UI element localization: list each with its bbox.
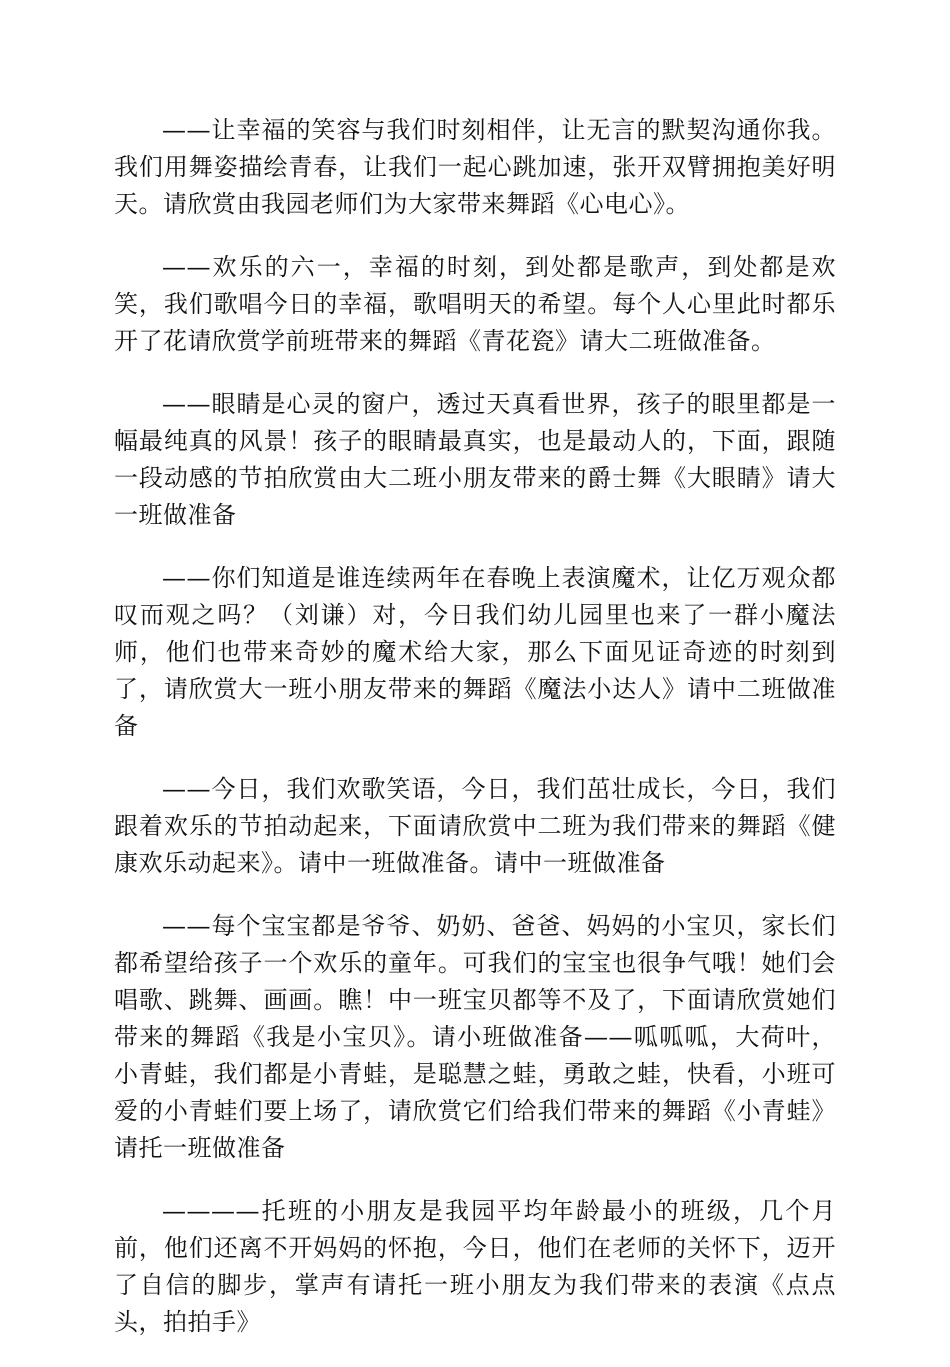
paragraph-5: ——今日，我们欢歌笑语，今日，我们茁壮成长，今日，我们跟着欢乐的节拍动起来，下面请欣赏中二班为我们带来的舞蹈《健康欢乐动起来》。请中一班做准备。请中一班做准备 — [114, 775, 836, 877]
paragraph-6: ——每个宝宝都是爷爷、奶奶、爸爸、妈妈的小宝贝，家长们都希望给孩子一个欢乐的童年。可我们的宝宝也很争气哦！她们会唱歌、跳舞、画画。瞧！中一班宝贝都等不及了，下面请欣赏她们带来的舞蹈《我是小宝贝》。请小班做准备——呱呱呱，大荷叶，小青蛙，我们都是小青蛙，是聪慧之蛙，勇敢之蛙，快看，小班可爱的小青蛙们要上场了，请欣赏它们给我们带来的舞蹈《小青蛙》请托一班做准备 — [114, 912, 836, 1162]
paragraph-2: ——欢乐的六一，幸福的时刻，到处都是歌声，到处都是欢笑，我们歌唱今日的幸福，歌唱明天的希望。每个人心里此时都乐开了花请欣赏学前班带来的舞蹈《青花瓷》请大二班做准备。 — [114, 253, 836, 355]
paragraph-1: ——让幸福的笑容与我们时刻相伴，让无言的默契沟通你我。我们用舞姿描绘青春，让我们一起心跳加速，张开双臂拥抱美好明天。请欣赏由我园老师们为大家带来舞蹈《心电心》。 — [114, 116, 836, 218]
paragraph-4: ——你们知道是谁连续两年在春晚上表演魔术，让亿万观众都叹而观之吗？（刘谦）对，今日我们幼儿园里也来了一群小魔法师，他们也带来奇妙的魔术给大家，那么下面见证奇迹的时刻到了，请欣赏大一班小朋友带来的舞蹈《魔法小达人》请中二班做准备 — [114, 564, 836, 740]
paragraph-3: ——眼睛是心灵的窗户，透过天真看世界，孩子的眼里都是一幅最纯真的风景！孩子的眼睛最真实，也是最动人的，下面，跟随一段动感的节拍欣赏由大二班小朋友带来的爵士舞《大眼睛》请大一班做准备 — [114, 390, 836, 529]
paragraph-7: ————托班的小朋友是我园平均年龄最小的班级，几个月前，他们还离不开妈妈的怀抱，今日，他们在老师的关怀下，迈开了自信的脚步，掌声有请托一班小朋友为我们带来的表演《点点头，拍拍手》 — [114, 1197, 836, 1336]
document-page — [114, 112, 836, 1367]
